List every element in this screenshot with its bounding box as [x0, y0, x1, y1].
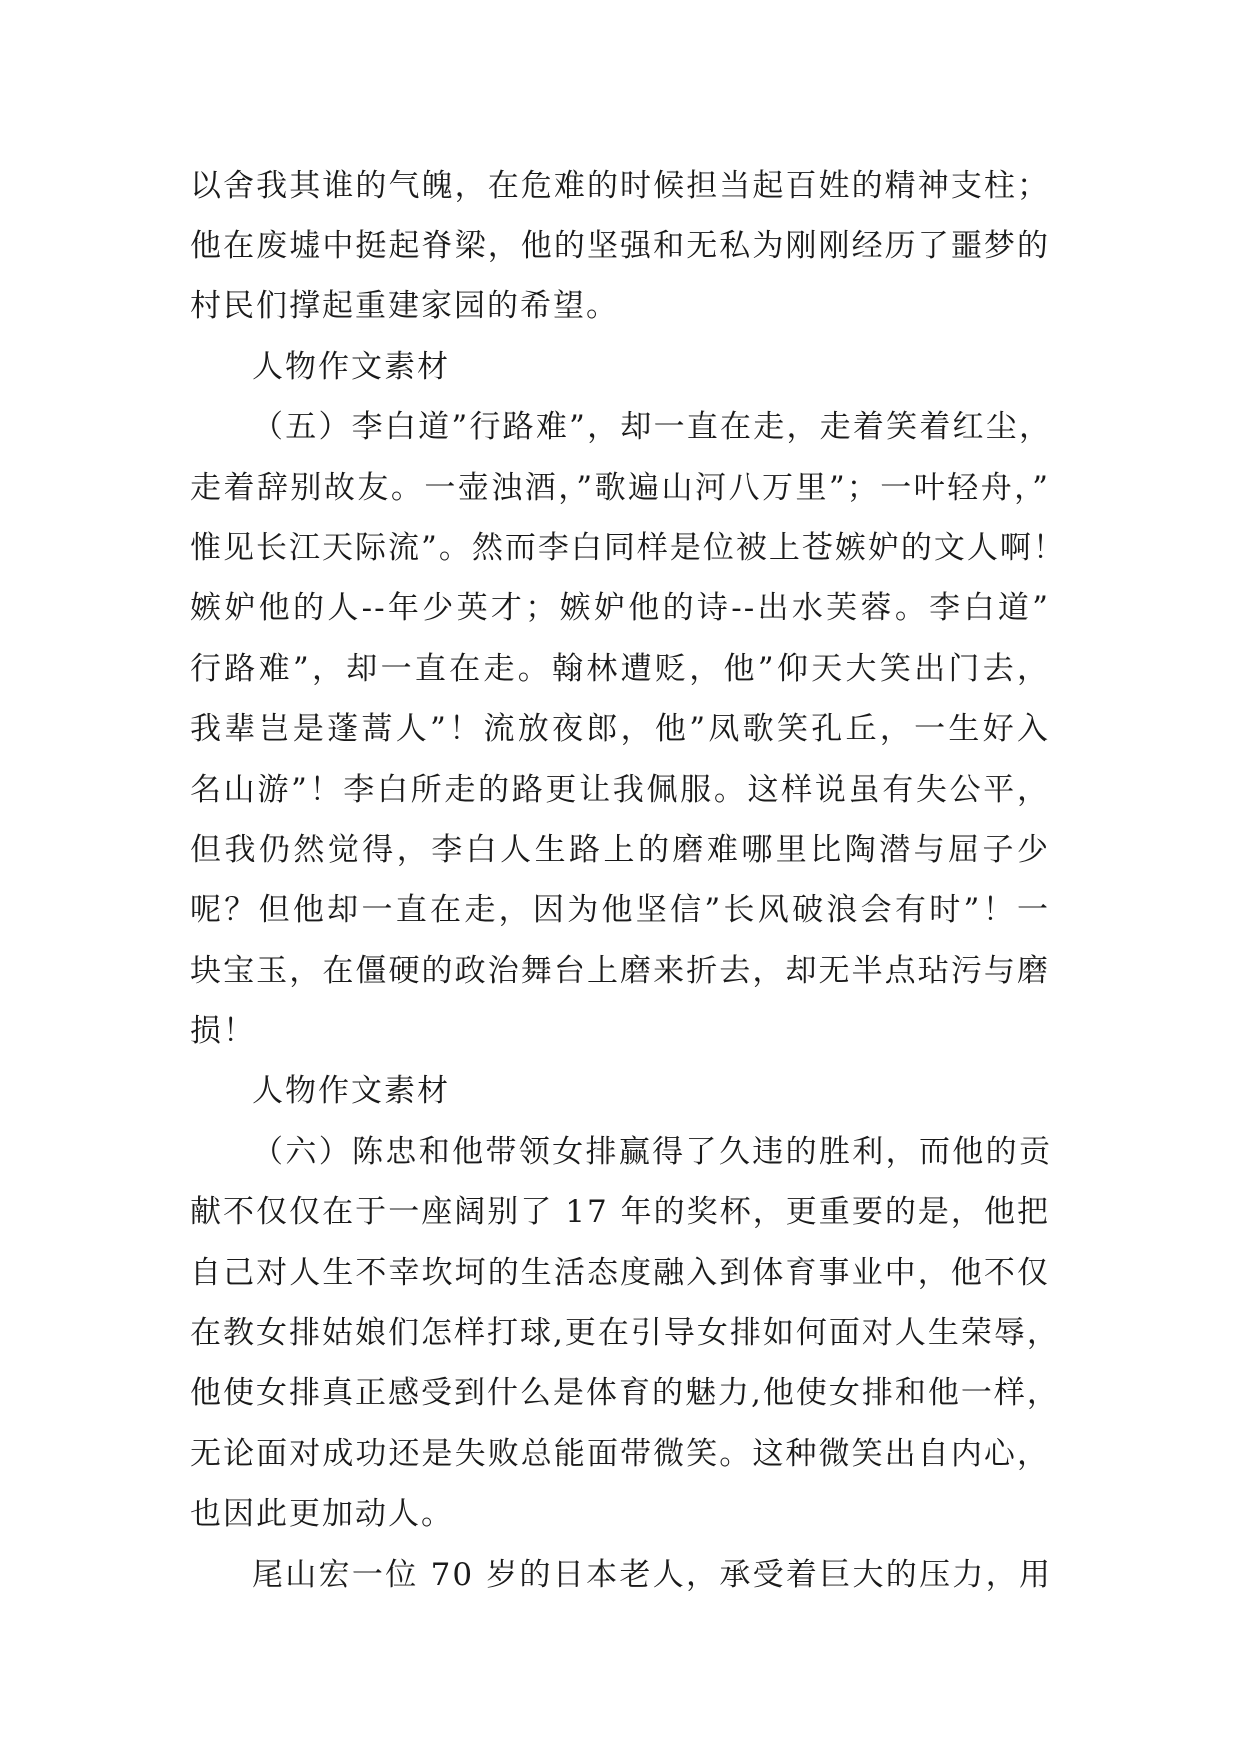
text-line: 块宝玉，在僵硬的政治舞台上磨来折去，却无半点玷污与磨 [190, 953, 1050, 989]
text-line: 我辈岂是蓬蒿人”！流放夜郎，他”凤歌笑孔丘，一生好入 [190, 711, 1050, 747]
text-line: 尾山宏一位 70 岁的日本老人，承受着巨大的压力，用 [252, 1557, 1052, 1593]
section-heading: 人物作文素材 [252, 1073, 450, 1109]
text-line: 惟见长江天际流”。然而李白同样是位被上苍嫉妒的文人啊！ [190, 530, 1066, 566]
text-line: 他在废墟中挺起脊梁，他的坚强和无私为刚刚经历了噩梦的 [190, 228, 1050, 264]
text-line: 但我仍然觉得，李白人生路上的磨难哪里比陶潜与屈子少 [190, 832, 1050, 868]
text-line: （六）陈忠和他带领女排赢得了久违的胜利，而他的贡 [252, 1134, 1052, 1170]
text-line: 献不仅仅在于一座阔别了 17 年的奖杯，更重要的是，他把 [190, 1194, 1050, 1230]
text-line: 名山游”！李白所走的路更让我佩服。这样说虽有失公平， [190, 772, 1050, 808]
text-line: 也因此更加动人。 [190, 1496, 454, 1532]
text-line: 嫉妒他的人--年少英才；嫉妒他的诗--出水芙蓉。李白道” [190, 590, 1050, 626]
text-line: 村民们撑起重建家园的希望。 [190, 288, 619, 324]
text-line: 走着辞别故友。一壶浊酒，”歌遍山河八万里”；一叶轻舟，” [190, 470, 1050, 506]
section-heading: 人物作文素材 [252, 349, 450, 385]
text-line: 无论面对成功还是失败总能面带微笑。这种微笑出自内心， [190, 1436, 1050, 1472]
text-line: 损！ [190, 1013, 256, 1049]
text-line: 以舍我其谁的气魄，在危难的时候担当起百姓的精神支柱； [190, 168, 1050, 204]
text-line: 行路难”，却一直在走。翰林遭贬，他”仰天大笑出门去， [190, 651, 1050, 687]
text-line: 呢？但他却一直在走，因为他坚信”长风破浪会有时”！一 [190, 892, 1050, 928]
text-line: （五）李白道”行路难”，却一直在走，走着笑着红尘， [252, 409, 1052, 445]
text-line: 自己对人生不幸坎坷的生活态度融入到体育事业中，他不仅 [190, 1255, 1050, 1291]
text-line: 在教女排姑娘们怎样打球,更在引导女排如何面对人生荣辱， [190, 1315, 1060, 1351]
text-line: 他使女排真正感受到什么是体育的魅力,他使女排和他一样， [190, 1375, 1060, 1411]
